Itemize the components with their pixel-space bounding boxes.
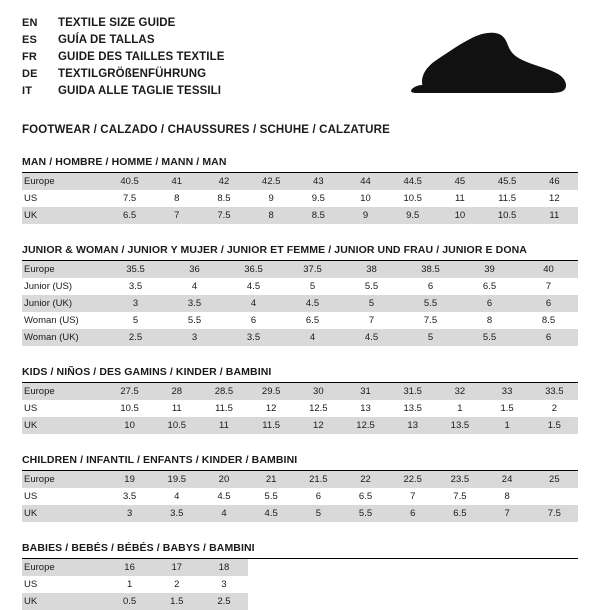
language-label: GUIDA ALLE TAGLIE TESSILI [58,85,222,97]
cell: 2 [153,576,200,593]
cell: 43 [295,173,342,190]
language-row [22,16,578,31]
table-row [22,207,578,224]
row-label: US [22,190,106,207]
cell: 5 [401,329,460,346]
cell: 2.5 [200,593,247,610]
language-code: DE [22,68,38,80]
row-label: Europe [22,471,106,488]
cell: 7.5 [106,190,153,207]
cell: 5 [342,295,401,312]
cell: 45.5 [484,173,531,190]
cell: 36.5 [224,261,283,278]
cell: 9.5 [389,207,436,224]
cell: 7 [153,207,200,224]
row-label: Junior (UK) [22,295,106,312]
cell: 17 [153,559,200,576]
cell: 6 [519,295,578,312]
cell [248,593,295,610]
cell: 5.5 [401,295,460,312]
cell: 11 [200,417,247,434]
cell: 11 [153,400,200,417]
cell: 6 [224,312,283,329]
table-row [22,559,578,576]
cell: 4 [165,278,224,295]
cell: 12.5 [295,400,342,417]
row-label: Europe [22,173,106,190]
size-table-man [22,173,578,224]
cell: 40.5 [106,173,153,190]
cell: 11 [531,207,578,224]
cell: 40 [519,261,578,278]
cell: 13 [342,400,389,417]
language-code: IT [22,85,33,97]
cell [295,576,342,593]
size-table-junior-woman [22,261,578,346]
cell: 11 [436,190,483,207]
footwear-section-heading: FOOTWEAR / CALZADO / CHAUSSURES / SCHUHE / CALZATURE [22,124,390,136]
cell [531,593,578,610]
cell: 5.5 [342,505,389,522]
cell: 3 [200,576,247,593]
cell: 8.5 [200,190,247,207]
cell [342,593,389,610]
cell: 5.5 [342,278,401,295]
cell: 30 [295,383,342,400]
cell: 2 [531,400,578,417]
cell: 33.5 [531,383,578,400]
cell: 4 [153,488,200,505]
cell: 28.5 [200,383,247,400]
cell: 6.5 [436,505,483,522]
cell: 1 [436,400,483,417]
cell [531,576,578,593]
cell: 7 [342,312,401,329]
cell: 6.5 [460,278,519,295]
cell: 9 [342,207,389,224]
language-label: GUÍA DE TALLAS [58,34,155,46]
cell: 41 [153,173,200,190]
table-title: JUNIOR & WOMAN / JUNIOR Y MUJER / JUNIOR ET FEMME / JUNIOR UND FRAU / JUNIOR E DONA [22,244,578,261]
cell: 20 [200,471,247,488]
table-title: KIDS / NIÑOS / DES GAMINS / KINDER / BAMBINI [22,366,578,383]
cell: 6 [401,278,460,295]
cell: 32 [436,383,483,400]
cell: 8 [484,488,531,505]
row-label: Junior (US) [22,278,106,295]
cell: 3.5 [106,278,165,295]
table-row [22,278,578,295]
cell: 13.5 [389,400,436,417]
cell: 6 [389,505,436,522]
size-table-kids [22,383,578,434]
table-title: BABIES / BEBÉS / BÉBÉS / BABYS / BAMBINI [22,542,578,559]
size-table-children [22,471,578,522]
language-label: GUIDE DES TAILLES TEXTILE [58,51,225,63]
cell: 29.5 [248,383,295,400]
cell [531,559,578,576]
cell [295,559,342,576]
cell: 3 [106,295,165,312]
cell: 10 [106,417,153,434]
cell: 6.5 [283,312,342,329]
table-row [22,312,578,329]
cell: 18 [200,559,247,576]
language-label: TEXTILE SIZE GUIDE [58,17,176,29]
cell: 3.5 [106,488,153,505]
cell: 37.5 [283,261,342,278]
size-table-babies [22,559,578,610]
cell [484,559,531,576]
cell: 1 [106,576,153,593]
cell: 19.5 [153,471,200,488]
table-row [22,576,578,593]
cell: 46 [531,173,578,190]
row-label: UK [22,593,106,610]
cell: 3 [106,505,153,522]
table-title: CHILDREN / INFANTIL / ENFANTS / KINDER / BAMBINI [22,454,578,471]
row-label: US [22,400,106,417]
cell: 7.5 [436,488,483,505]
cell: 10.5 [389,190,436,207]
cell [484,593,531,610]
cell: 10 [436,207,483,224]
cell: 27.5 [106,383,153,400]
cell [342,576,389,593]
cell: 1.5 [484,400,531,417]
table-row [22,488,578,505]
cell: 4 [200,505,247,522]
cell: 21.5 [295,471,342,488]
cell: 3.5 [224,329,283,346]
cell: 22.5 [389,471,436,488]
cell: 4.5 [248,505,295,522]
cell: 10.5 [484,207,531,224]
cell: 3 [165,329,224,346]
cell: 38 [342,261,401,278]
cell: 5.5 [165,312,224,329]
cell: 7 [389,488,436,505]
cell: 45 [436,173,483,190]
row-label: UK [22,505,106,522]
cell [531,488,578,505]
table-block-kids [22,366,578,434]
cell: 7.5 [531,505,578,522]
cell: 7 [519,278,578,295]
cell: 0.5 [106,593,153,610]
cell: 31.5 [389,383,436,400]
cell: 5.5 [460,329,519,346]
language-code: FR [22,51,38,63]
table-row [22,173,578,190]
cell [436,593,483,610]
cell [389,593,436,610]
cell: 11.5 [248,417,295,434]
cell: 7.5 [200,207,247,224]
cell: 8.5 [519,312,578,329]
cell: 13.5 [436,417,483,434]
cell [342,559,389,576]
cell: 6 [519,329,578,346]
cell [436,576,483,593]
cell: 11.5 [200,400,247,417]
table-row [22,329,578,346]
cell: 1.5 [153,593,200,610]
cell: 4 [224,295,283,312]
cell: 5.5 [248,488,295,505]
cell: 4.5 [342,329,401,346]
cell: 44 [342,173,389,190]
cell: 10.5 [106,400,153,417]
cell: 7 [484,505,531,522]
row-label: Europe [22,559,106,576]
cell [248,559,295,576]
cell [248,576,295,593]
table-row [22,417,578,434]
cell [389,559,436,576]
cell: 10 [342,190,389,207]
cell: 19 [106,471,153,488]
cell: 4.5 [283,295,342,312]
table-block-man [22,156,578,224]
cell: 21 [248,471,295,488]
cell: 22 [342,471,389,488]
cell [484,576,531,593]
row-label: US [22,488,106,505]
cell: 5 [295,505,342,522]
row-label: US [22,576,106,593]
row-label: Europe [22,261,106,278]
table-row [22,261,578,278]
cell: 36 [165,261,224,278]
row-label: Europe [22,383,106,400]
cell: 44.5 [389,173,436,190]
table-block-children [22,454,578,522]
cell: 6.5 [106,207,153,224]
cell: 12 [531,190,578,207]
cell: 4.5 [224,278,283,295]
table-block-junior-woman [22,244,578,346]
language-code: ES [22,34,38,46]
cell: 8 [153,190,200,207]
table-row [22,471,578,488]
cell: 35.5 [106,261,165,278]
row-label: Woman (UK) [22,329,106,346]
cell: 7.5 [401,312,460,329]
cell: 3.5 [165,295,224,312]
cell: 28 [153,383,200,400]
cell [389,576,436,593]
cell: 9 [248,190,295,207]
table-row [22,190,578,207]
cell: 42 [200,173,247,190]
row-label: UK [22,207,106,224]
table-title: MAN / HOMBRE / HOMME / MANN / MAN [22,156,578,173]
cell: 1 [484,417,531,434]
cell: 16 [106,559,153,576]
table-row [22,593,578,610]
table-row [22,400,578,417]
table-row [22,383,578,400]
table-row [22,505,578,522]
cell: 8 [460,312,519,329]
cell: 6 [460,295,519,312]
cell: 10.5 [153,417,200,434]
cell [295,593,342,610]
row-label: UK [22,417,106,434]
table-row [22,295,578,312]
cell: 6 [295,488,342,505]
cell: 2.5 [106,329,165,346]
cell: 12.5 [342,417,389,434]
cell: 12 [248,400,295,417]
cell: 3.5 [153,505,200,522]
cell: 8 [248,207,295,224]
cell: 33 [484,383,531,400]
cell: 31 [342,383,389,400]
cell: 13 [389,417,436,434]
cell: 4 [283,329,342,346]
cell: 1.5 [531,417,578,434]
cell: 24 [484,471,531,488]
cell [436,559,483,576]
cell: 4.5 [200,488,247,505]
cell: 23.5 [436,471,483,488]
cell: 5 [283,278,342,295]
row-label: Woman (US) [22,312,106,329]
cell: 5 [106,312,165,329]
cell: 25 [531,471,578,488]
cell: 12 [295,417,342,434]
dress-shoe-icon [378,30,568,104]
cell: 6.5 [342,488,389,505]
language-label: TEXTILGRÖßENFÜHRUNG [58,68,207,80]
language-code: EN [22,17,38,29]
cell: 42.5 [248,173,295,190]
cell: 9.5 [295,190,342,207]
cell: 11.5 [484,190,531,207]
header [22,16,578,112]
cell: 39 [460,261,519,278]
cell: 8.5 [295,207,342,224]
cell: 38.5 [401,261,460,278]
